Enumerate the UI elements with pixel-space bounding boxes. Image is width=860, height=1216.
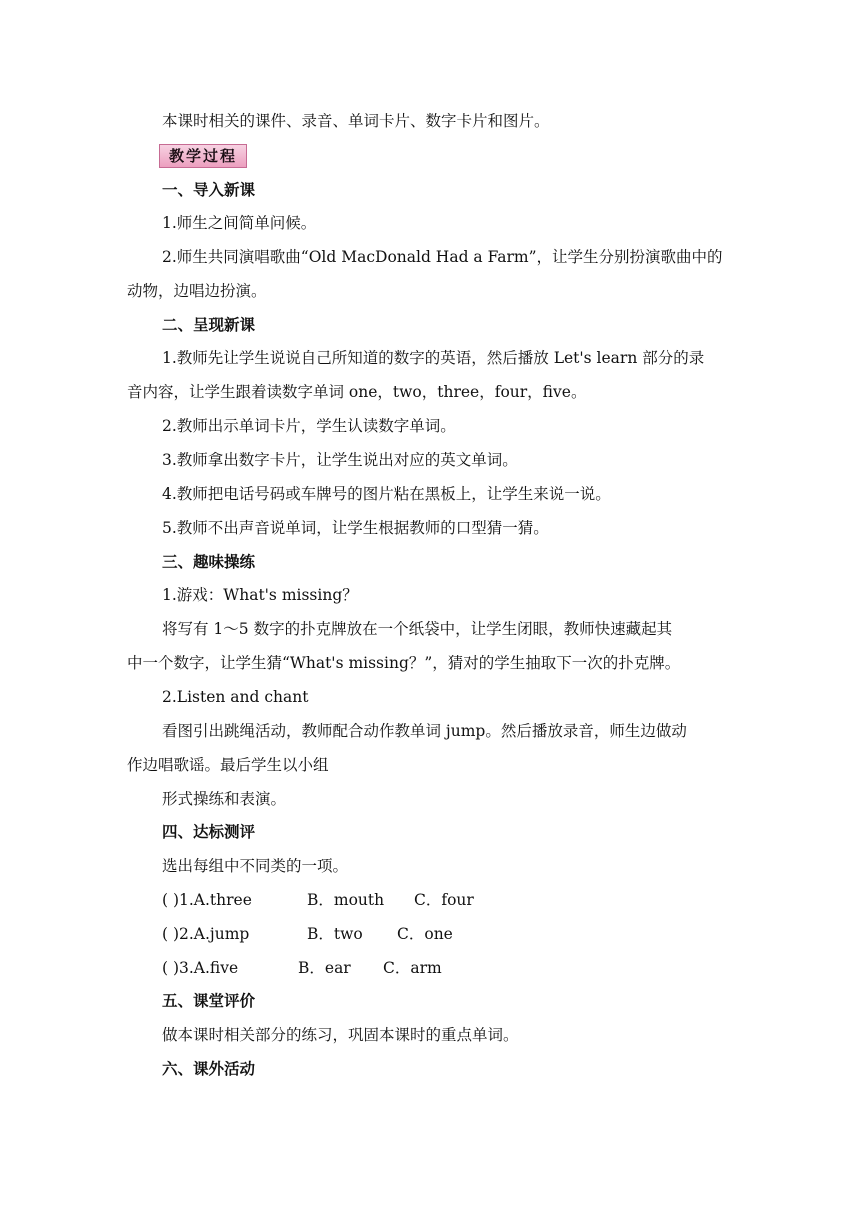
s3-paragraph-4a: 看图引出跳绳活动，教师配合动作教单词 jump。然后播放录音，师生边做动 [162, 722, 687, 740]
materials-line: 本课时相关的课件、录音、单词卡片、数字卡片和图片。 [162, 112, 550, 130]
teaching-process-tag-label: 教学过程 [168, 147, 237, 165]
s2-paragraph-4: 4.教师把电话号码或车牌号的图片粘在黑板上，让学生来说一说。 [162, 485, 611, 503]
s3-paragraph-4b: 作边唱歌谣。最后学生以小组 [127, 756, 329, 774]
quiz-item-1-option-b: B．mouth [307, 891, 385, 909]
s2-paragraph-5: 5.教师不出声音说单词，让学生根据教师的口型猜一猜。 [162, 519, 549, 537]
s1-paragraph-2a: 2.师生共同演唱歌曲“Old MacDonald Had a Farm”，让学生分别扮演歌曲中的 [162, 248, 723, 266]
section-3-title: 三、趣味操练 [162, 553, 256, 571]
quiz-item-1-option-c: C．four [414, 891, 474, 909]
s4-intro: 选出每组中不同类的一项。 [162, 857, 349, 875]
quiz-item-2-stem: ( )2.A.jump [162, 925, 250, 943]
section-6-title: 六、课外活动 [162, 1060, 256, 1078]
s3-paragraph-1: 1.游戏：What's missing？ [162, 586, 358, 604]
s2-paragraph-3: 3.教师拿出数字卡片，让学生说出对应的英文单词。 [162, 451, 518, 469]
section-4-title: 四、达标测评 [162, 823, 256, 841]
s5-paragraph-1: 做本课时相关部分的练习，巩固本课时的重点单词。 [162, 1026, 519, 1044]
s2-paragraph-1a: 1.教师先让学生说说自己所知道的数字的英语，然后播放 Let's learn 部分的录 [162, 349, 705, 367]
s3-paragraph-2b: 中一个数字，让学生猜“What's missing？”，猜对的学生抽取下一次的扑克牌。 [127, 654, 681, 672]
quiz-item-2-option-c: C．one [397, 925, 453, 943]
section-2-title: 二、呈现新课 [162, 316, 256, 334]
s3-paragraph-3: 2.Listen and chant [162, 688, 309, 706]
s1-paragraph-1: 1.师生之间简单问候。 [162, 214, 317, 232]
quiz-item-3-option-c: C．arm [383, 959, 442, 977]
teaching-process-tag [159, 144, 247, 168]
s3-paragraph-2a: 将写有 1～5 数字的扑克牌放在一个纸袋中，让学生闭眼，教师快速藏起其 [162, 620, 673, 638]
quiz-item-1-stem: ( )1.A.three [162, 891, 252, 909]
quiz-item-2-option-b: B．two [307, 925, 363, 943]
s2-paragraph-1b: 音内容，让学生跟着读数字单词 one，two，three，four，five。 [127, 383, 587, 401]
quiz-item-3-stem: ( )3.A.five [162, 959, 239, 977]
s3-paragraph-4c: 形式操练和表演。 [162, 790, 287, 808]
section-1-title: 一、导入新课 [162, 181, 256, 199]
s2-paragraph-2: 2.教师出示单词卡片，学生认读数字单词。 [162, 417, 456, 435]
section-5-title: 五、课堂评价 [162, 992, 256, 1010]
s1-paragraph-2b: 动物，边唱边扮演。 [127, 282, 267, 300]
quiz-item-3-option-b: B．ear [298, 959, 351, 977]
